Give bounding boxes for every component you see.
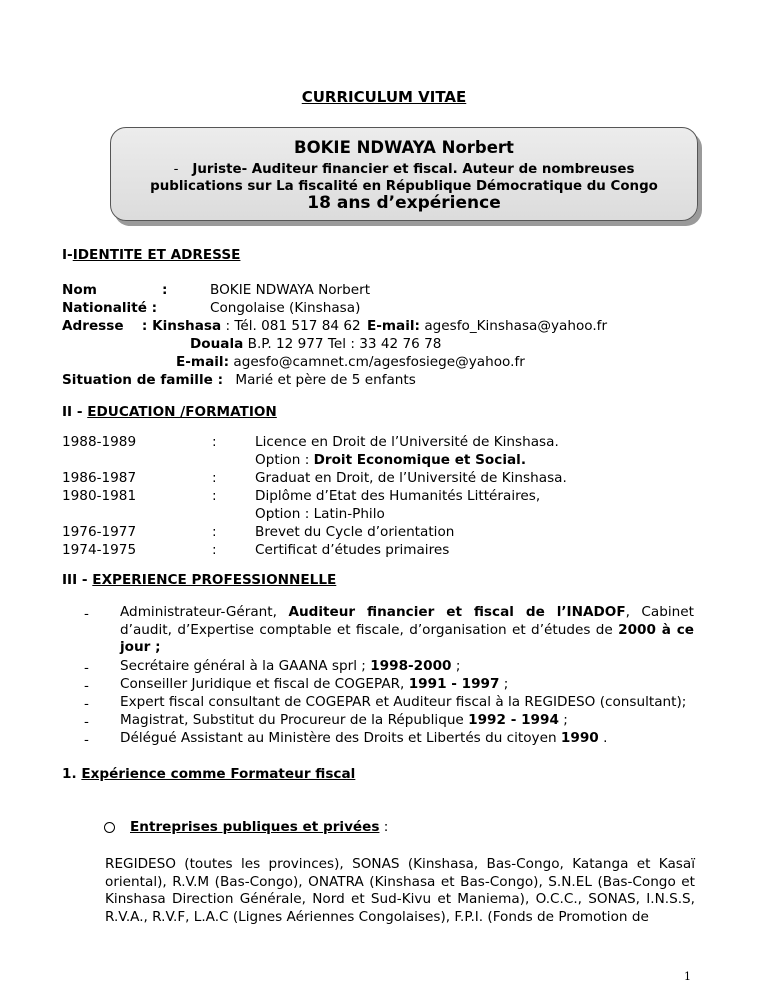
edu-colon-3: : bbox=[212, 488, 217, 504]
address-label: Adresse bbox=[62, 318, 124, 334]
list-dash: - bbox=[84, 606, 89, 622]
profile-line-2: publications sur La fiscalité en République Démocratique du Congo bbox=[150, 179, 658, 194]
experience-prefix: III - bbox=[62, 572, 93, 588]
exp6-a: Délégué Assistant au Ministère des Droits et Libertés du citoyen bbox=[120, 730, 561, 746]
exp1-b: Auditeur financier et fiscal de l’INADOF bbox=[288, 604, 626, 620]
section-experience-heading bbox=[62, 572, 336, 588]
exp2-b: 1998-2000 bbox=[370, 658, 452, 674]
email2-label: E-mail: bbox=[176, 354, 230, 370]
family-value: Marié et père de 5 enfants bbox=[235, 372, 416, 388]
profile-line-1-text: Juriste- Auditeur financier et fiscal. Auteur de nombreuses bbox=[192, 162, 635, 177]
edu-colon-5: : bbox=[212, 542, 217, 558]
edu-year-4: 1976-1977 bbox=[62, 524, 137, 540]
family-label: Situation de famille : bbox=[62, 372, 224, 388]
list-dash: - bbox=[84, 732, 89, 748]
circle-bullet-icon bbox=[104, 822, 115, 833]
exp5-a: Magistrat, Substitut du Procureur de la République bbox=[120, 712, 469, 728]
exp6-b: 1990 bbox=[560, 730, 599, 746]
header-box bbox=[110, 127, 698, 221]
exp4-a: Expert fiscal consultant de COGEPAR et Auditeur fiscal à la REGIDESO (consultant); bbox=[120, 694, 687, 710]
years-experience: 18 ans d’expérience bbox=[307, 193, 501, 213]
nom-label: Nom bbox=[62, 282, 97, 298]
list-dash: - bbox=[84, 714, 89, 730]
email2-value: agesfo@camnet.cm/agesfosiege@yahoo.fr bbox=[233, 354, 525, 370]
douala-value: B.P. 12 977 Tel : 33 42 76 78 bbox=[247, 336, 442, 352]
address-city: : Kinshasa bbox=[141, 318, 222, 334]
list-dash: - bbox=[84, 660, 89, 676]
exp3-c: ; bbox=[499, 676, 509, 692]
exp2-a: Secrétaire général à la GAANA sprl ; bbox=[120, 658, 371, 674]
list-dash: - bbox=[84, 678, 89, 694]
edu-option-bold: Droit Economique et Social. bbox=[313, 452, 526, 468]
edu-year-1: 1988-1989 bbox=[62, 434, 137, 450]
section-education-heading bbox=[62, 404, 277, 420]
experience-item-5 bbox=[120, 712, 694, 730]
experience-item-6 bbox=[120, 730, 694, 748]
trainer-prefix: 1. bbox=[62, 766, 82, 782]
trainer-title: Expérience comme Formateur fiscal bbox=[81, 766, 356, 782]
edu-line-5: Certificat d’études primaires bbox=[255, 542, 450, 558]
exp5-c: ; bbox=[558, 712, 568, 728]
trainer-sub-title: Entreprises publiques et privées bbox=[130, 819, 380, 835]
trainer-sub-colon: : bbox=[379, 819, 389, 835]
douala-line bbox=[190, 336, 441, 352]
experience-title: EXPERIENCE PROFESSIONNELLE bbox=[92, 572, 337, 588]
edu-line-1: Licence en Droit de l’Université de Kinshasa. bbox=[255, 434, 559, 450]
identity-title: IDENTITE ET ADRESSE bbox=[72, 247, 241, 263]
experience-item-4 bbox=[120, 694, 694, 712]
edu-line-2: Graduat en Droit, de l’Université de Kinshasa. bbox=[255, 470, 567, 486]
address-phone: : Tél. 081 517 84 62 bbox=[225, 318, 361, 334]
family-line bbox=[62, 372, 416, 388]
section-trainer-heading bbox=[62, 766, 355, 782]
clients-paragraph: REGIDESO (toutes les provinces), SONAS (Kinshasa, Bas-Congo, Katanga et Kasaï oriental), R.V.M (Bas-Congo), ONATRA (Kinshasa et Bas-Congo), S.N.EL (Bas-Congo et Kinshasa Direction Générale, Nord et Sud-Kivu et Maniema), O.C.C., SONAS, I.N.S.S, R.V.A., R.V.F, L.A.C (Lignes Aériennes Congolaises), F.P.I. (Fonds de Promotion de bbox=[105, 856, 695, 925]
edu-colon-2: : bbox=[212, 470, 217, 486]
document-title: CURRICULUM VITAE bbox=[301, 88, 467, 106]
exp5-b: 1992 - 1994 bbox=[468, 712, 559, 728]
exp3-a: Conseiller Juridique et fiscal de COGEPAR, bbox=[120, 676, 409, 692]
edu-year-3: 1980-1981 bbox=[62, 488, 137, 504]
edu-line-4: Brevet du Cycle d’orientation bbox=[255, 524, 455, 540]
email2-line bbox=[176, 354, 525, 370]
edu-option-prefix: Option : bbox=[255, 452, 314, 468]
edu-colon-4: : bbox=[212, 524, 217, 540]
exp6-c: . bbox=[598, 730, 608, 746]
identity-prefix: I- bbox=[62, 247, 73, 263]
edu-line-3: Diplôme d’Etat des Humanités Littéraires, bbox=[255, 488, 541, 504]
nationality-label: Nationalité : bbox=[62, 300, 158, 316]
edu-colon-1: : bbox=[212, 434, 217, 450]
exp1-a: Administrateur-Gérant, bbox=[120, 604, 289, 620]
address-line bbox=[62, 318, 607, 334]
page-number: 1 bbox=[684, 970, 691, 983]
experience-item-3 bbox=[120, 676, 694, 694]
nom-value: BOKIE NDWAYA Norbert bbox=[210, 282, 371, 298]
exp1-d: 2000 à ce jour ; bbox=[120, 621, 694, 655]
douala-label: Douala bbox=[190, 336, 244, 352]
experience-item-1 bbox=[120, 604, 694, 657]
education-title: EDUCATION /FORMATION bbox=[87, 404, 277, 420]
candidate-name: BOKIE NDWAYA Norbert bbox=[294, 138, 514, 157]
profile-dash: - bbox=[173, 162, 179, 177]
profile-line-1 bbox=[111, 162, 697, 177]
section-identity-heading bbox=[62, 247, 240, 263]
email-value: agesfo_Kinshasa@yahoo.fr bbox=[424, 318, 608, 334]
list-dash: - bbox=[84, 696, 89, 712]
edu-option-2: Option : Latin-Philo bbox=[255, 506, 385, 522]
email-label: E-mail: bbox=[366, 318, 420, 334]
exp2-c: ; bbox=[451, 658, 461, 674]
edu-year-5: 1974-1975 bbox=[62, 542, 137, 558]
nom-colon: : bbox=[162, 282, 168, 298]
exp3-b: 1991 - 1997 bbox=[408, 676, 500, 692]
education-prefix: II - bbox=[62, 404, 88, 420]
edu-option-1 bbox=[255, 452, 526, 468]
exp1-c: , Cabinet d’audit, d’Expertise comptable et fiscale, d’organisation et d’études de bbox=[120, 604, 694, 638]
edu-year-2: 1986-1987 bbox=[62, 470, 137, 486]
nationality-value: Congolaise (Kinshasa) bbox=[210, 300, 361, 316]
experience-item-2 bbox=[120, 658, 694, 676]
trainer-subheading bbox=[130, 819, 388, 835]
